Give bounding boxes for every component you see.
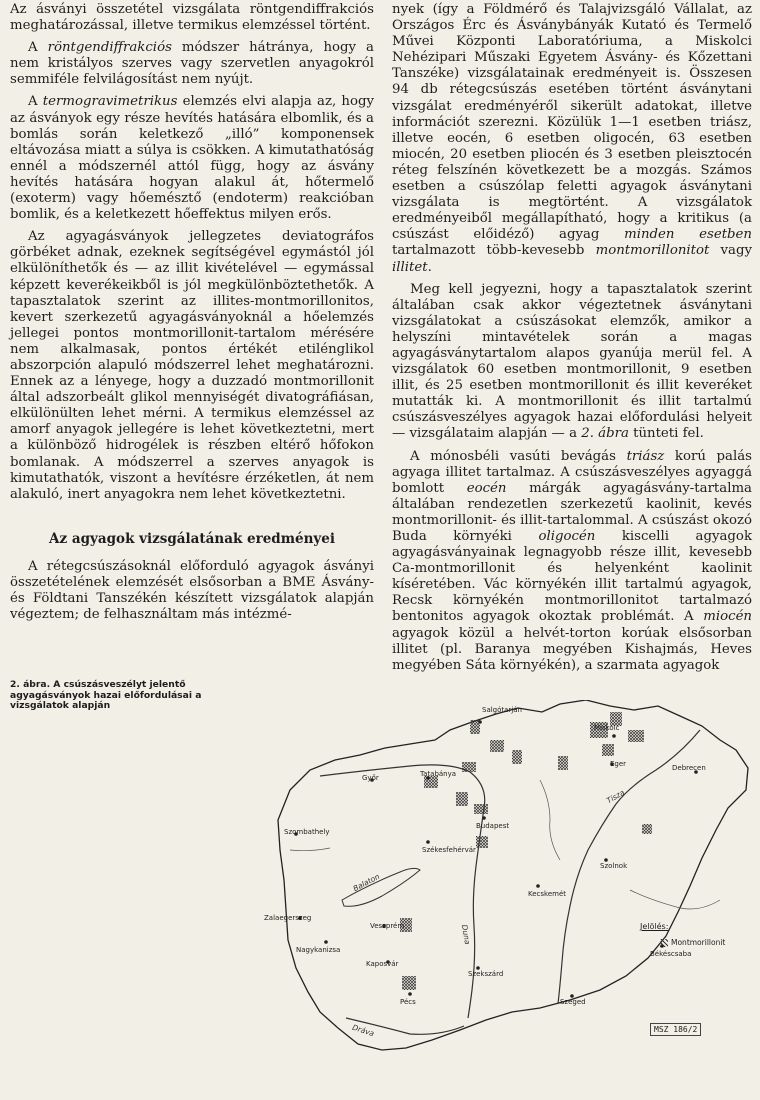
city-label: Nagykanizsa [296, 946, 341, 954]
city-label: Zalaegerszeg [264, 914, 312, 922]
occurrence-area [628, 730, 644, 742]
text-span: A mónosbéli vasúti bevágás [410, 448, 627, 464]
city-dot [478, 720, 482, 724]
section-heading: Az agyagok vizsgálatának eredményei [49, 530, 335, 547]
city-markers [294, 720, 698, 998]
city-label: Szeged [560, 998, 586, 1006]
text-span: elemzés elvi alapja az, hogy az ásványok egy része hevítés hatására elbomlik, és a bomlás során keletkező „illó” komponensek eltávozása miatt a súlya is csökken. A kimutathatóság ennél a módszernél attól függ, hogy az ásvány hevítés hatására hogyan alakul át, hőtermelő (exoterm) vagy hőemésztő (endoterm) reakcióban bomlik, és a keletkezett hőeffektus milyen erős. [10, 94, 374, 223]
occurrence-area [558, 756, 568, 770]
city-label: Debrecen [672, 764, 706, 772]
city-label: Szekszárd [468, 970, 504, 978]
city-label: Kecskemét [528, 890, 567, 898]
paragraph [10, 94, 374, 223]
river-label: Duna [459, 923, 473, 946]
occurrence-area [462, 762, 476, 772]
city-dot [324, 940, 328, 944]
text-span: vagy [709, 243, 752, 259]
paragraph [392, 2, 752, 276]
text-span: márgák agyagásvány-tartalma általában rendezetlen szerkezetű kaolinit, kevés montmorillonit- és illit-tartalommal. A csúszást okozó Buda környéki [392, 480, 752, 544]
text-span: . [427, 259, 432, 275]
city-label: Székesfehérvár [422, 846, 476, 854]
emphasis: oligocén [538, 529, 596, 544]
occurrence-area [642, 824, 652, 834]
text-span: A [28, 40, 48, 56]
text-span: nyek (így a Földmérő és Talajvizsgáló Vállalat, az Országos Érc és Ásványbányák Kutató és Termelő Művei Központi Laboratóriuma, a Miskolci Nehézipari Műszaki Egyetem Ásvány- és Kőzettani Tanszéke) vizsgálatainak eredményeit is. Összesen 94 db rétegcsúszás esetében történt ásványtani vizsgálat eredményéről sikerült adatokat, illetve információt szerezni. Közülük 1—1 esetben triász, illetve eocén, 6 esetben oligocén, 63 esetben miocén, 20 esetben pliocén és 3 esetben pleisztocén réteg felszínén következett be a mozgás. Számos esetben a csúszólap feletti agyagok ásványtani vizsgálata is megtörtént. A vizsgálatok eredményeiből megállapítható, hogy a kritikus (a csúszást előidéző) agyag [392, 2, 752, 243]
occurrence-area [476, 836, 488, 848]
emphasis: eocén [466, 480, 507, 496]
emphasis: illitet [392, 259, 428, 275]
text-span: Meg kell jegyezni, hogy a tapasztalatok szerint általában csak akkor végeztetnek ásványtani vizsgálatokat a csúszásokat elemzők, amikor a helyszíni mintavételek során a magas agyagásványtartalom alapos gyanúja merül fel. A vizsgálatok 60 esetben montmorillonit, 9 esetben illit, és 25 esetben montmorillonit és illit keveréket mutatták ki. A montmorillonit és illit tartalmú csúszásveszélyes agyagok hazai előfordulási helyeit — vizsgálataim alapján — a [392, 281, 752, 442]
legend-title: Jelölés: [640, 922, 669, 931]
city-dot [426, 840, 430, 844]
river-label: Balaton [351, 871, 382, 894]
legend-swatch [660, 939, 668, 947]
city-label: Eger [610, 760, 627, 768]
figure-stamp: MSZ 186/2 [650, 1023, 701, 1036]
city-dot [408, 992, 412, 996]
legend-label: Montmorillonit [671, 938, 726, 947]
emphasis: montmorillonitot [595, 243, 710, 259]
text-span: tartalmazott több-kevesebb [392, 243, 596, 259]
occurrence-area [602, 744, 614, 756]
paragraph [392, 449, 752, 674]
river-label: Dráva [351, 1022, 376, 1039]
paragraph: Az ásványi összetétel vizsgálata röntgendiffrakciós meghatározással, illetve termikus elemzéssel történt. [10, 2, 374, 34]
text-span: kiscelli agyagok agyagásványainak legnagyobb része illit, kevesebb Ca-montmorillonit és helyenként kaolinit kíséretében. Vác környékén illit tartalmú agyagok, Recsk környékén montmorillonitot tartalmazó bentonitos agyagok okoztak problémát. A [392, 529, 752, 625]
city-dot [536, 884, 540, 888]
right-column [392, 2, 752, 680]
paragraph [10, 40, 374, 88]
city-dot [612, 734, 616, 738]
occurrence-area [474, 804, 488, 814]
occurrence-area [402, 976, 416, 990]
city-label: Salgótarján [482, 706, 522, 714]
emphasis: 2. ábra [581, 426, 629, 442]
paragraph: Az agyagásványok jellegzetes deviatográfos görbéket adnak, ezeknek segítségével egymástól jól elkülöníthetők és — az illit kivételével — egymással képzett keverékeikből is jól megkülönböztethetők. A tapasztalatok szerint az illites-montmorillonitos, kevert szerkezetű agyagásványoknál a hőelemzés jellegei pontos montmorillonit-tartalom mérésére nem alkalmasak, pontos értékét etilénglikol abszorpción alapuló módszerrel lehet meghatározni. Ennek az a lényege, hogy a duzzadó montmorillonit által adszorbeált glikol mennyiségét divatográfiásan, elkülönülten lehet mérni. A termikus elemzéssel az amorf anyagok jellegére is lehet következtetni, mert a különböző hidrogélek is részben eltérő hőfokon bomlanak. A módszerrel a szerves anyagok is kimutathatók, viszont a hevítésre érzéketlen, át nem alakuló, inert anyagokra nem lehet következtetni. [10, 229, 374, 502]
legend-item [660, 938, 725, 947]
occurrence-area [512, 750, 522, 764]
text-span: módszer hátránya, hogy a nem kristályos szerves vagy szervetlen anyagokról semmiféle felvilágosítást nem nyújt. [10, 40, 374, 88]
emphasis: röntgendiffrakciós [47, 40, 172, 56]
occurrence-area [490, 740, 504, 752]
text-span: korú palás agyaga illitet tartalmaz. A csúszásveszélyes agyaggá bomlott [392, 448, 752, 496]
river-minor [290, 848, 330, 851]
city-dot [482, 816, 486, 820]
city-label: Budapest [476, 822, 510, 830]
city-label: Miskolc [594, 724, 620, 732]
river-label: Tisza [605, 787, 627, 806]
left-column [10, 2, 374, 629]
river-minor [540, 780, 560, 860]
emphasis: triász [626, 448, 665, 464]
city-label: Szombathely [284, 828, 330, 836]
text-span: tünteti fel. [628, 426, 704, 442]
paragraph [392, 282, 752, 443]
emphasis: minden esetben [624, 227, 752, 243]
river-minor [630, 890, 720, 909]
emphasis: termogravimetrikus [42, 94, 178, 110]
city-label: Veszprém [370, 922, 405, 930]
hungary-map [250, 700, 760, 1100]
paragraph: A rétegcsúszásoknál előforduló agyagok ásványi összetételének elemzését elsősorban a BME Ásvány- és Földtani Tanszékén készített vizsgálatok alapján végeztem; de felhasználtam más intézmé- [10, 558, 374, 623]
city-label: Békéscsaba [650, 950, 692, 958]
text-span: A [28, 94, 43, 110]
figure-caption: 2. ábra. A csúszásveszélyt jelentő agyagásványok hazai előfordulásai a vizsgálatok alapján [10, 679, 202, 712]
city-label: Pécs [400, 998, 416, 1006]
city-label: Tatabánya [420, 770, 457, 778]
city-label: Kaposvár [366, 960, 399, 968]
emphasis: miocén [703, 609, 752, 625]
text-span: agyagok közül a helvét-torton korúak elsősorban illitet (pl. Baranya megyében Kishajmás, Heves megyében Sáta környékén), a szarmata agyagok [392, 625, 752, 673]
occurrence-area [456, 792, 468, 806]
city-label: Győr [362, 774, 379, 782]
city-label: Szolnok [600, 862, 628, 870]
